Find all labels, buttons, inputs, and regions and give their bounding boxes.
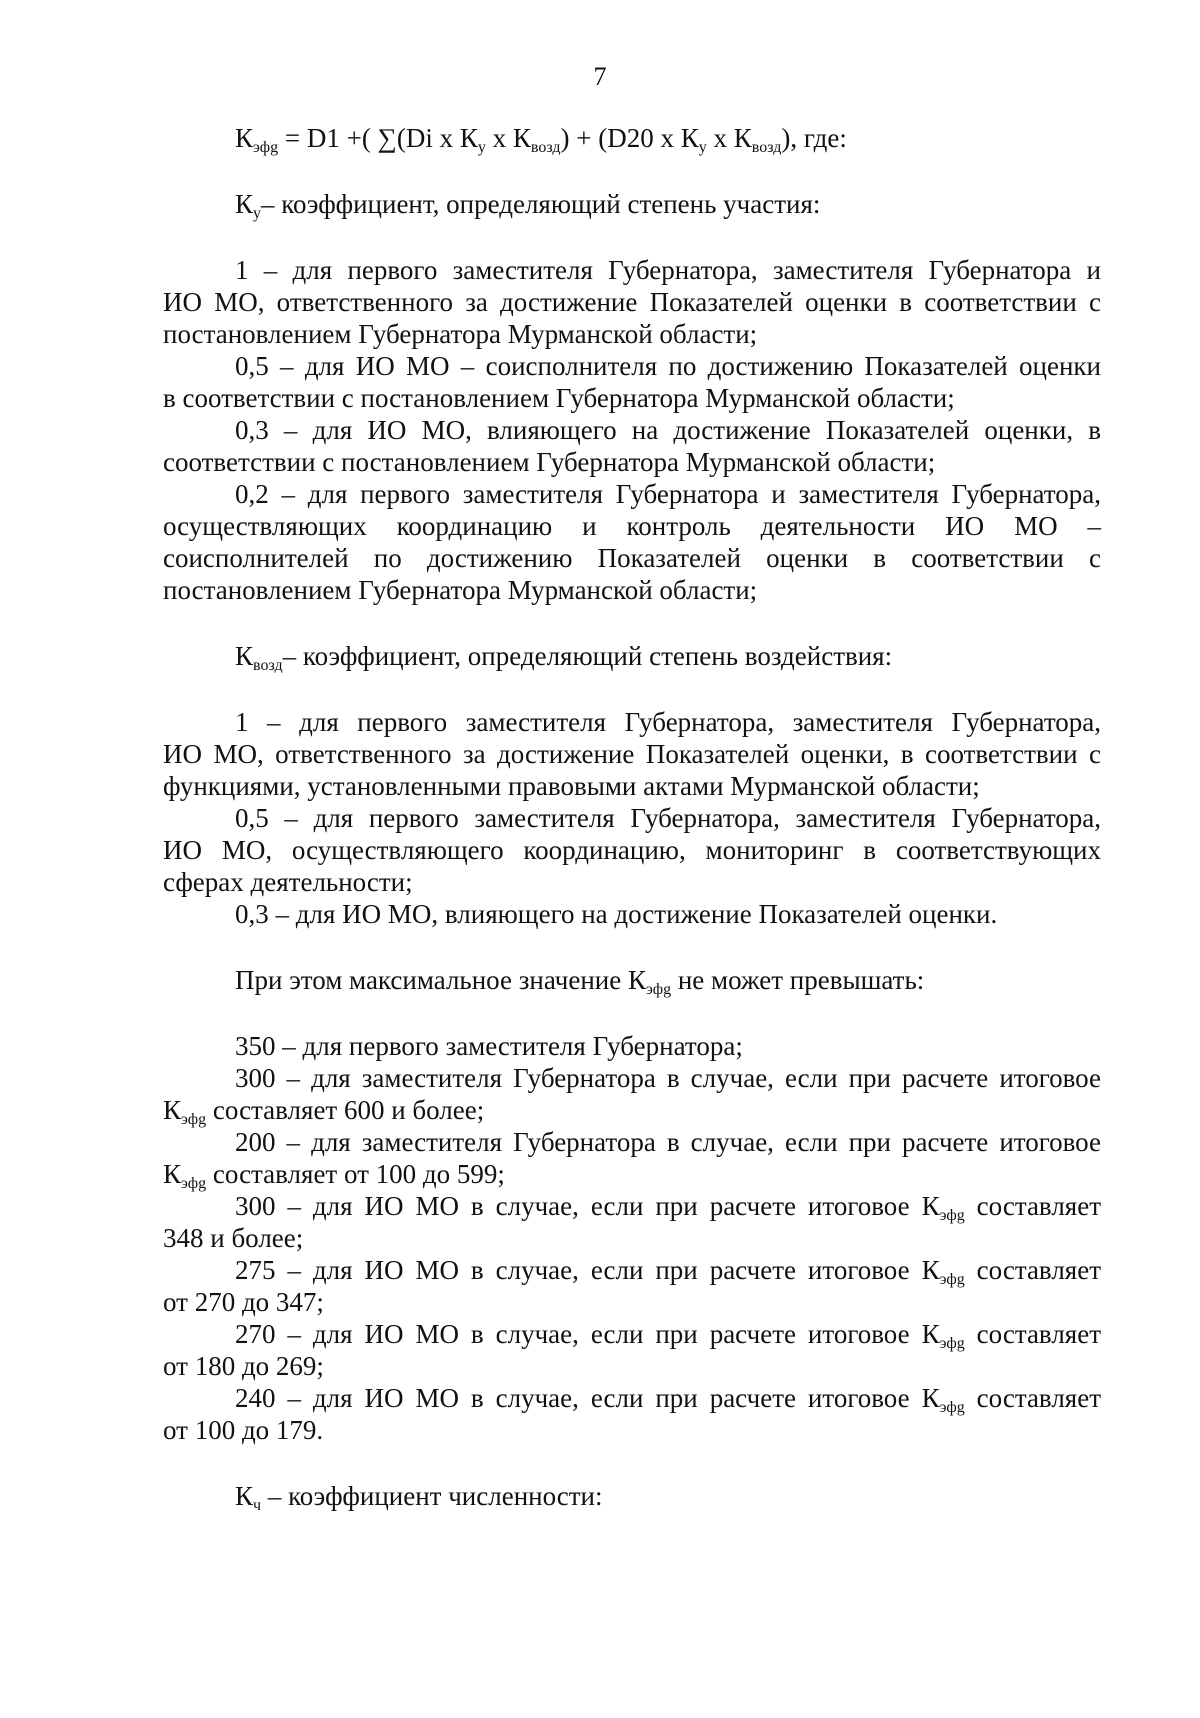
paragraph-line: 300 – для заместителя Губернатора в случае, если при расчете итоговое [235, 1063, 1101, 1093]
paragraph-line [163, 1318, 1101, 1350]
kch-definition [163, 1480, 1101, 1512]
formula-kv: К [512, 123, 531, 153]
kvozd-sub: возд [253, 657, 283, 674]
paragraph-line: ИО МО, ответственного за достижение Показателей оценки, в соответствии с [163, 739, 1101, 769]
max-item [163, 1062, 1101, 1126]
kefg-sub: эфg [181, 1111, 207, 1128]
kefg-symbol: К [921, 1319, 940, 1349]
kefg-symbol: К [163, 1095, 182, 1125]
paragraph-line: соисполнителей по достижению Показателей оценки в соответствии с [163, 543, 1101, 573]
paragraph-line: сферах деятельности; [163, 867, 413, 897]
formula-part: x [485, 123, 513, 153]
paragraph-line [163, 1190, 1101, 1222]
kefg-symbol: К [921, 1383, 940, 1413]
ky-item-2 [163, 350, 1101, 414]
paragraph-line: 0,5 – для ИО МО – соисполнителя по достижению Показателей оценки [235, 351, 1101, 381]
kvozd-definition [163, 640, 1101, 672]
paragraph-line: ИО МО, ответственного за достижение Показателей оценки в соответствии с [163, 287, 1101, 317]
kefg-symbol: К [921, 1255, 940, 1285]
formula-kv-sub: возд [751, 139, 782, 156]
paragraph-text: составляет [964, 1255, 1101, 1285]
kefg-symbol: К [627, 965, 646, 995]
formula-ky: К [459, 123, 478, 153]
kv-item-3 [163, 898, 1101, 930]
max-intro-text: не может превышать: [671, 965, 925, 995]
kvozd-symbol: К [235, 641, 254, 671]
kefg-sub: эфg [939, 1271, 965, 1288]
formula-ky: К [680, 123, 699, 153]
ky-symbol: К [235, 189, 254, 219]
paragraph-text: составляет от 100 до 599; [206, 1159, 505, 1189]
formula-part: ) + (D20 x [560, 123, 681, 153]
ky-item-1 [163, 254, 1101, 350]
kvozd-text: – коэффициент, определяющий степень воздействия: [282, 641, 893, 671]
paragraph-line: 0,5 – для первого заместителя Губернатора, заместителя Губернатора, [235, 803, 1101, 833]
paragraph-line: функциями, установленными правовыми актами Мурманской области; [163, 771, 980, 801]
paragraph-line: ИО МО, осуществляющего координацию, мониторинг в соответствующих [163, 835, 1101, 865]
paragraph-line [163, 1094, 1101, 1126]
kefg-sub: эфg [939, 1207, 965, 1224]
max-item [163, 1126, 1101, 1190]
paragraph-text: составляет [964, 1383, 1101, 1413]
ky-item-4 [163, 478, 1101, 606]
paragraph-line [163, 1254, 1101, 1286]
formula-ky-sub: у [477, 139, 486, 156]
paragraph-line: от 100 до 179. [163, 1415, 324, 1445]
document-body [163, 122, 1101, 1512]
paragraph-line: 348 и более; [163, 1223, 304, 1253]
kch-sub: ч [253, 1497, 262, 1514]
max-intro-text: При этом максимальное значение [235, 965, 628, 995]
paragraph-line [163, 1382, 1101, 1414]
formula-ky-sub: у [698, 139, 707, 156]
paragraph-line: постановлением Губернатора Мурманской области; [163, 319, 758, 349]
formula-k-sub: эфg [253, 139, 279, 156]
paragraph-line: соответствии с постановлением Губернатора Мурманской области; [163, 447, 936, 477]
kch-symbol: К [235, 1481, 254, 1511]
kefg-symbol: К [163, 1159, 182, 1189]
kefg-sub: эфg [181, 1175, 207, 1192]
paragraph-line: от 180 до 269; [163, 1351, 324, 1381]
kefg-sub: эфg [645, 981, 672, 998]
paragraph-line: 200 – для заместителя Губернатора в случае, если при расчете итоговое [235, 1127, 1101, 1157]
paragraph-line: в соответствии с постановлением Губернатора Мурманской области; [163, 383, 955, 413]
kv-item-1 [163, 706, 1101, 802]
formula-k: К [235, 123, 254, 153]
ky-sub: у [253, 205, 262, 222]
paragraph-line: 1 – для первого заместителя Губернатора, заместителя Губернатора, [235, 707, 1101, 737]
max-item [163, 1318, 1101, 1382]
kefg-sub: эфg [939, 1335, 965, 1352]
ky-item-3 [163, 414, 1101, 478]
paragraph-line: 0,2 – для первого заместителя Губернатора и заместителя Губернатора, [235, 479, 1101, 509]
paragraph-text: 240 – для ИО МО в случае, если при расчете итоговое [235, 1383, 922, 1413]
max-item [163, 1254, 1101, 1318]
paragraph-text: составляет [964, 1191, 1101, 1221]
max-intro [163, 964, 1101, 996]
formula-part: x [706, 123, 734, 153]
paragraph-line [163, 1158, 1101, 1190]
paragraph-text: 270 – для ИО МО в случае, если при расчете итоговое [235, 1319, 922, 1349]
ky-definition [163, 188, 1101, 220]
ky-text: – коэффициент, определяющий степень участия: [261, 189, 821, 219]
kv-item-2 [163, 802, 1101, 898]
kefg-symbol: К [921, 1191, 940, 1221]
kefg-sub: эфg [939, 1399, 965, 1416]
paragraph-line: от 270 до 347; [163, 1287, 324, 1317]
paragraph-text: составляет 600 и более; [206, 1095, 485, 1125]
max-item: 350 – для первого заместителя Губернатора; [235, 1031, 743, 1061]
max-item [163, 1190, 1101, 1254]
formula-kv: К [733, 123, 752, 153]
paragraph-text: 300 – для ИО МО в случае, если при расчете итоговое [235, 1191, 922, 1221]
max-item [163, 1382, 1101, 1446]
formula-kv-sub: возд [530, 139, 561, 156]
paragraph-line: осуществляющих координацию и контроль деятельности ИО МО – [163, 511, 1101, 541]
paragraph-line: 1 – для первого заместителя Губернатора, заместителя Губернатора и [235, 255, 1101, 285]
paragraph-line: 0,3 – для ИО МО, влияющего на достижение Показателей оценки, в [235, 415, 1101, 445]
paragraph-line: постановлением Губернатора Мурманской области; [163, 575, 758, 605]
kch-text: – коэффициент численности: [261, 1481, 603, 1511]
paragraph-text: 275 – для ИО МО в случае, если при расчете итоговое [235, 1255, 922, 1285]
formula [163, 122, 1101, 154]
page-number: 7 [593, 62, 607, 91]
paragraph-text: составляет [964, 1319, 1101, 1349]
formula-part: = D1 +( ∑(Di x [278, 123, 460, 153]
paragraph-line: 0,3 – для ИО МО, влияющего на достижение Показателей оценки. [235, 899, 998, 929]
formula-part: ), где: [781, 123, 847, 153]
